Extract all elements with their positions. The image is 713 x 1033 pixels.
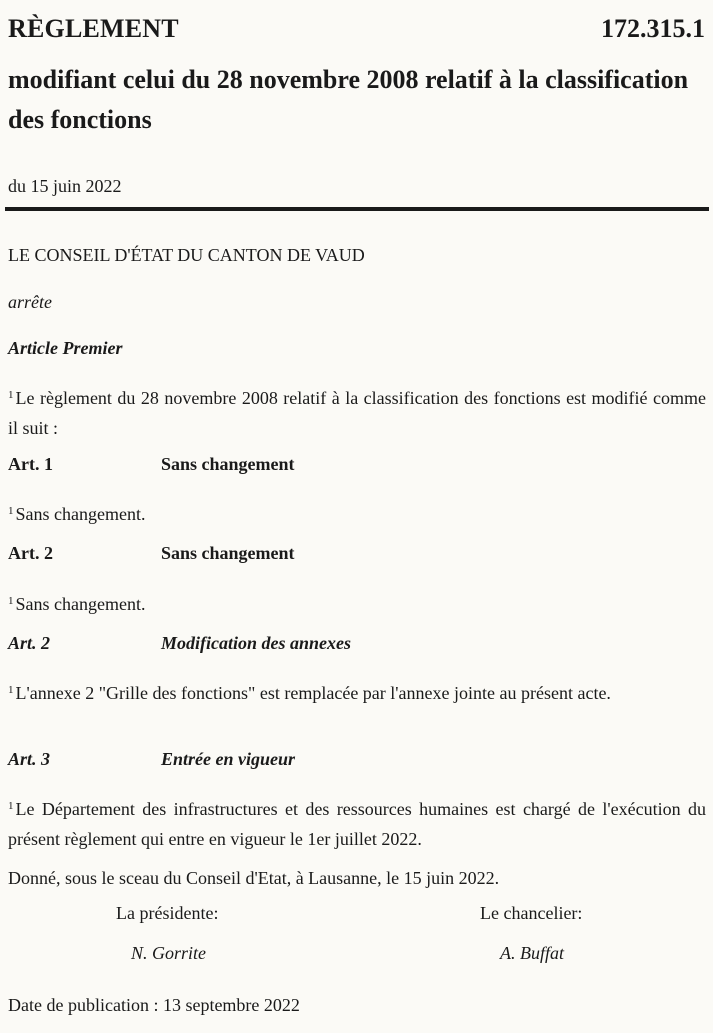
paragraph-text: Sans changement. — [15, 504, 146, 524]
alinea-number: 1 — [8, 389, 14, 401]
paragraph-text: Sans changement. — [15, 594, 146, 614]
paragraph-text: Le règlement du 28 novembre 2008 relatif à la classification des fonctions est modifié comme il suit : — [8, 388, 706, 438]
paragraph-text: Le Département des infrastructures et des ressources humaines est chargé de l'exécution du présent règlement qui entre en vigueur le 1er juillet 2022. — [8, 799, 706, 849]
alinea-number: 1 — [8, 684, 14, 696]
alinea-number: 1 — [8, 800, 14, 812]
document-title: RÈGLEMENT — [8, 14, 179, 43]
article-label: Art. 3 — [8, 749, 51, 769]
signatory-role-left: La présidente: — [116, 903, 219, 923]
signatory-role-right: Le chancelier: — [480, 903, 583, 923]
publication-date: Date de publication : 13 septembre 2022 — [8, 995, 300, 1015]
alinea-number: 1 — [8, 595, 14, 607]
article-premier-text — [8, 380, 706, 443]
issuer-line: LE CONSEIL D'ÉTAT DU CANTON DE VAUD — [8, 245, 365, 265]
article-title: Sans changement — [161, 543, 295, 563]
article-title: Modification des annexes — [161, 633, 352, 653]
alinea-number: 1 — [8, 505, 14, 517]
header-divider — [5, 207, 709, 211]
article-title: Sans changement — [161, 454, 295, 474]
article-text — [8, 675, 706, 708]
decree-word: arrête — [8, 292, 52, 312]
article-text — [8, 496, 706, 529]
document-date: du 15 juin 2022 — [8, 176, 122, 196]
paragraph-text: L'annexe 2 "Grille des fonctions" est remplacée par l'annexe jointe au présent acte. — [15, 683, 611, 703]
given-line: Donné, sous le sceau du Conseil d'Etat, à Lausanne, le 15 juin 2022. — [8, 868, 500, 888]
article-heading — [8, 633, 351, 654]
document-number: 172.315.1 — [601, 14, 705, 43]
article-heading — [8, 454, 295, 475]
article-title: Entrée en vigueur — [161, 749, 296, 769]
document-subtitle: modifiant celui du 28 novembre 2008 relatif à la classification des fonctions — [8, 65, 689, 134]
article-heading — [8, 749, 295, 770]
article-text — [8, 791, 706, 854]
article-label: Art. 1 — [8, 454, 53, 474]
article-label: Art. 2 — [8, 633, 51, 653]
signatory-name-right: A. Buffat — [500, 943, 564, 963]
signatory-name-left: N. Gorrite — [131, 943, 207, 963]
article-label: Art. 2 — [8, 543, 53, 563]
article-text — [8, 586, 706, 619]
article-premier-heading: Article Premier — [8, 338, 123, 358]
article-heading — [8, 543, 295, 564]
